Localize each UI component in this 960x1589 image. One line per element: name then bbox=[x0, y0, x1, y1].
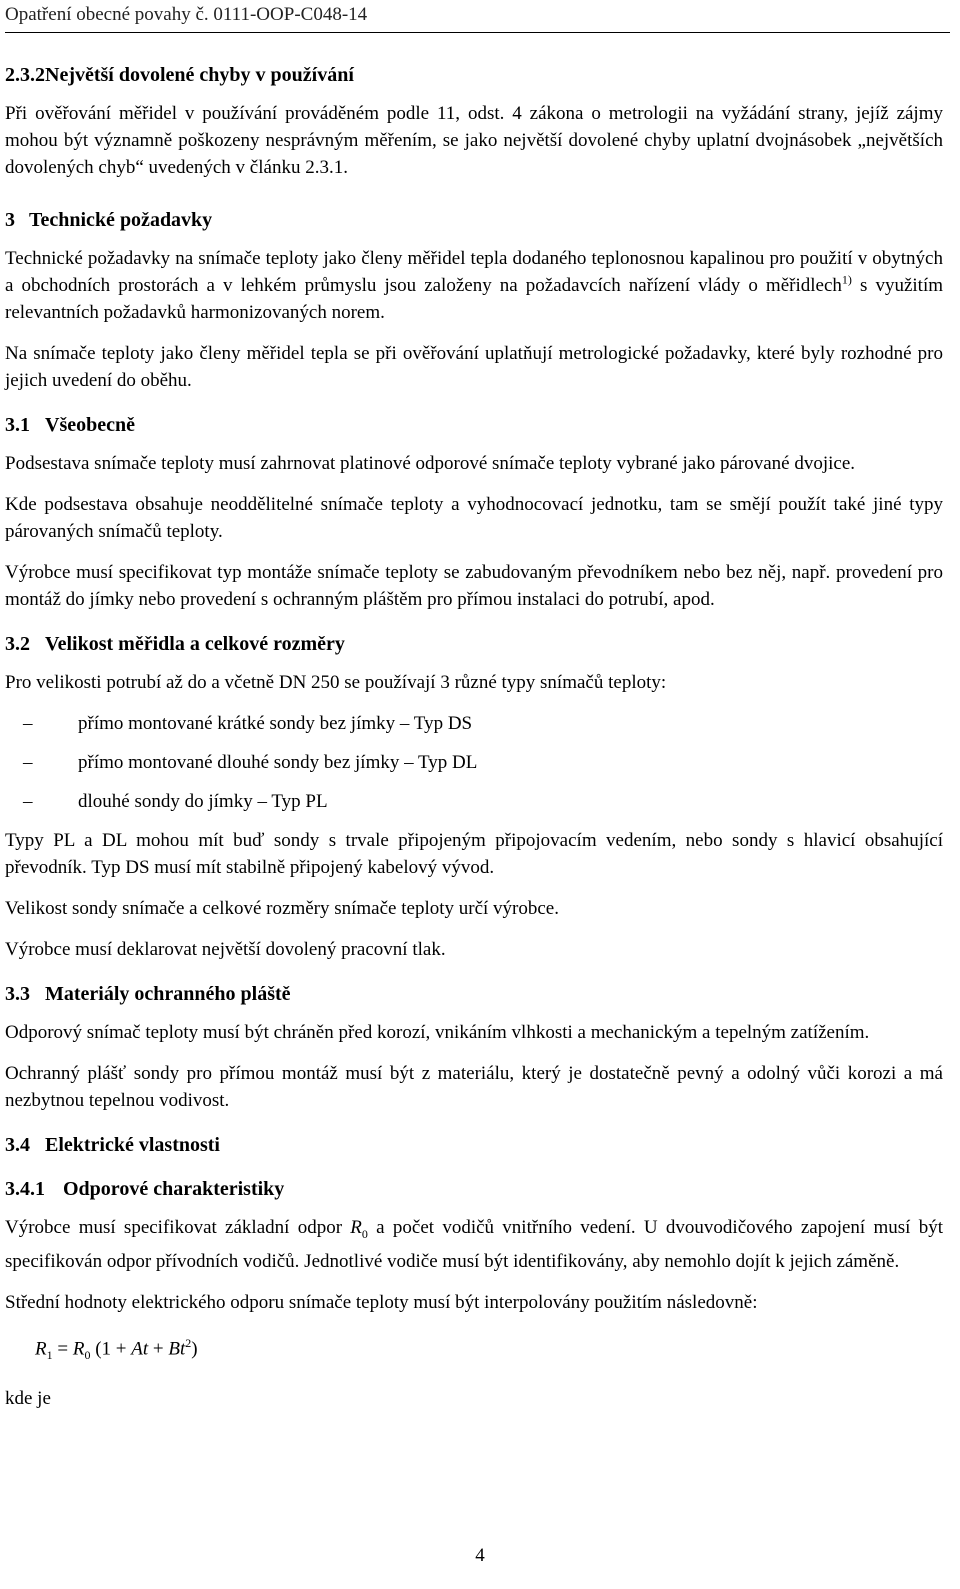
list-item-text: přímo montované krátké sondy bez jímky – Typ DS bbox=[78, 713, 473, 734]
header-rule bbox=[5, 32, 950, 33]
paragraph-text: s využitím relevantních požadavků harmonizovaných norem. bbox=[5, 275, 944, 323]
paragraph-text: a počet vodičů vnitřního vedení. U dvouvodičového zapojení musí být specifikován odpor přívodních vodičů. Jednotlivé vodiče musí být identifikovány, aby nemohlo dojít k jejich záměně. bbox=[5, 1217, 943, 1272]
paragraph: Typy PL a DL mohou mít buď sondy s trvale připojeným připojovacím vedením, nebo sondy s hlavicí obsahující převodník. Typ DS musí mít stabilně připojený kabelový vývod. bbox=[5, 830, 943, 878]
paragraph: Při ověřování měřidel v používání prováděném podle 11, odst. 4 zákona o metrologii na vyžádání strany, jejíž zájmy mohou být významně poškozeny nesprávným měřením, se jako největší dovolené chyby uplatní dvojnásobek „největších dovolených chyb“ uvedených v článku 2.3.1. bbox=[5, 103, 943, 178]
paragraph: Ochranný plášť sondy pro přímou montáž musí být z materiálu, který je dostatečně pevný a odolný vůči korozi a má nezbytnou tepelnou vodivost. bbox=[5, 1063, 943, 1111]
list-item bbox=[5, 710, 943, 737]
section-title: Všeobecně bbox=[45, 414, 135, 436]
paragraph: Kde podsestava obsahuje neoddělitelné snímače teploty a vyhodnocovací jednotku, tam se smějí použít také jiné typy párovaných snímačů teploty. bbox=[5, 494, 943, 542]
section-number: 3.3 bbox=[5, 983, 30, 1005]
list-item-text: dlouhé sondy do jímky – Typ PL bbox=[78, 791, 328, 812]
paragraph: Podsestava snímače teploty musí zahrnovat platinové odporové snímače teploty vybrané jako párované dvojice. bbox=[5, 453, 855, 474]
document-body bbox=[5, 62, 943, 1426]
paragraph bbox=[5, 1214, 943, 1275]
section-title: Největší dovolené chyby v používání bbox=[45, 64, 354, 86]
interpolation-formula bbox=[35, 1330, 943, 1369]
formula-superscript: 2 bbox=[185, 1335, 192, 1350]
page-header: Opatření obecné povahy č. 0111-OOP-C048-14 bbox=[5, 4, 368, 25]
section-number: 3.2 bbox=[5, 633, 30, 655]
section-heading-3-4-1 bbox=[5, 1176, 943, 1202]
paragraph: Střední hodnoty elektrického odporu snímače teploty musí být interpolovány použitím následovně: bbox=[5, 1291, 758, 1313]
section-title: Velikost měřidla a celkové rozměry bbox=[45, 633, 345, 655]
paragraph bbox=[5, 245, 943, 326]
section-heading-3-1 bbox=[5, 412, 943, 438]
formula-subscript: 1 bbox=[46, 1347, 53, 1362]
section-number: 3.1 bbox=[5, 414, 30, 436]
formula-symbol: Bt bbox=[168, 1338, 186, 1360]
section-heading-3 bbox=[5, 207, 943, 233]
dash-bullet: – bbox=[23, 791, 33, 812]
formula-operator: = bbox=[52, 1338, 73, 1360]
paragraph: Výrobce musí deklarovat největší dovolený pracovní tlak. bbox=[5, 939, 446, 960]
symbol-r: R bbox=[350, 1217, 362, 1238]
page-number: 4 bbox=[475, 1545, 485, 1566]
dash-bullet: – bbox=[23, 752, 33, 773]
paragraph: kde je bbox=[5, 1387, 51, 1409]
paragraph: Odporový snímač teploty musí být chráněn před korozí, vnikáním vlhkosti a mechanickým a tepelným zatížením. bbox=[5, 1022, 870, 1043]
symbol-subscript: 0 bbox=[361, 1226, 368, 1241]
section-number: 3.4 bbox=[5, 1134, 30, 1156]
paragraph: Pro velikosti potrubí až do a včetně DN 250 se používají 3 různé typy snímačů teploty: bbox=[5, 672, 667, 693]
list-item bbox=[5, 749, 943, 776]
section-heading-3-4 bbox=[5, 1132, 943, 1158]
section-heading-2-3-2 bbox=[5, 62, 943, 88]
paragraph-text: Výrobce musí specifikovat základní odpor bbox=[5, 1217, 351, 1238]
formula-text: (1 + bbox=[90, 1338, 132, 1360]
formula-symbol: R bbox=[35, 1338, 47, 1360]
paragraph-text: Technické požadavky na snímače teploty jako členy měřidel tepla dodaného teplonosnou kapalinou pro použití v obytných a obchodních prostorách a v lehkém průmyslu jsou založeny na požadavcích nařízení vlády o měřidlech bbox=[5, 248, 943, 296]
formula-symbol: R bbox=[72, 1338, 85, 1360]
probe-type-list bbox=[5, 710, 943, 815]
list-item bbox=[5, 788, 943, 815]
section-number: 2.3.2 bbox=[5, 64, 45, 86]
section-title: Materiály ochranného pláště bbox=[45, 983, 291, 1005]
section-heading-3-3 bbox=[5, 981, 943, 1007]
paragraph: Výrobce musí specifikovat typ montáže snímače teploty se zabudovaným převodníkem nebo bez něj, např. provedení pro montáž do jímky nebo provedení s ochranným pláštěm pro přímou instalaci do potrubí, apod. bbox=[5, 562, 943, 610]
section-number: 3 bbox=[5, 209, 15, 231]
section-heading-3-2 bbox=[5, 631, 943, 657]
formula-subscript: 0 bbox=[84, 1347, 91, 1362]
formula-operator: + bbox=[148, 1338, 169, 1360]
section-title: Odporové charakteristiky bbox=[63, 1178, 285, 1200]
list-item-text: přímo montované dlouhé sondy bez jímky – Typ DL bbox=[78, 752, 478, 773]
paragraph: Na snímače teploty jako členy měřidel tepla se při ověřování uplatňují metrologické požadavky, které byly rozhodné pro jejich uvedení do oběhu. bbox=[5, 343, 943, 391]
paragraph: Velikost sondy snímače a celkové rozměry snímače teploty určí výrobce. bbox=[5, 898, 559, 919]
formula-text: ) bbox=[191, 1338, 198, 1360]
formula-symbol: At bbox=[131, 1338, 149, 1360]
dash-bullet: – bbox=[23, 713, 33, 734]
section-title: Elektrické vlastnosti bbox=[45, 1134, 220, 1156]
section-number: 3.4.1 bbox=[5, 1178, 45, 1200]
footnote-ref: 1) bbox=[841, 272, 852, 287]
section-title: Technické požadavky bbox=[29, 209, 213, 231]
